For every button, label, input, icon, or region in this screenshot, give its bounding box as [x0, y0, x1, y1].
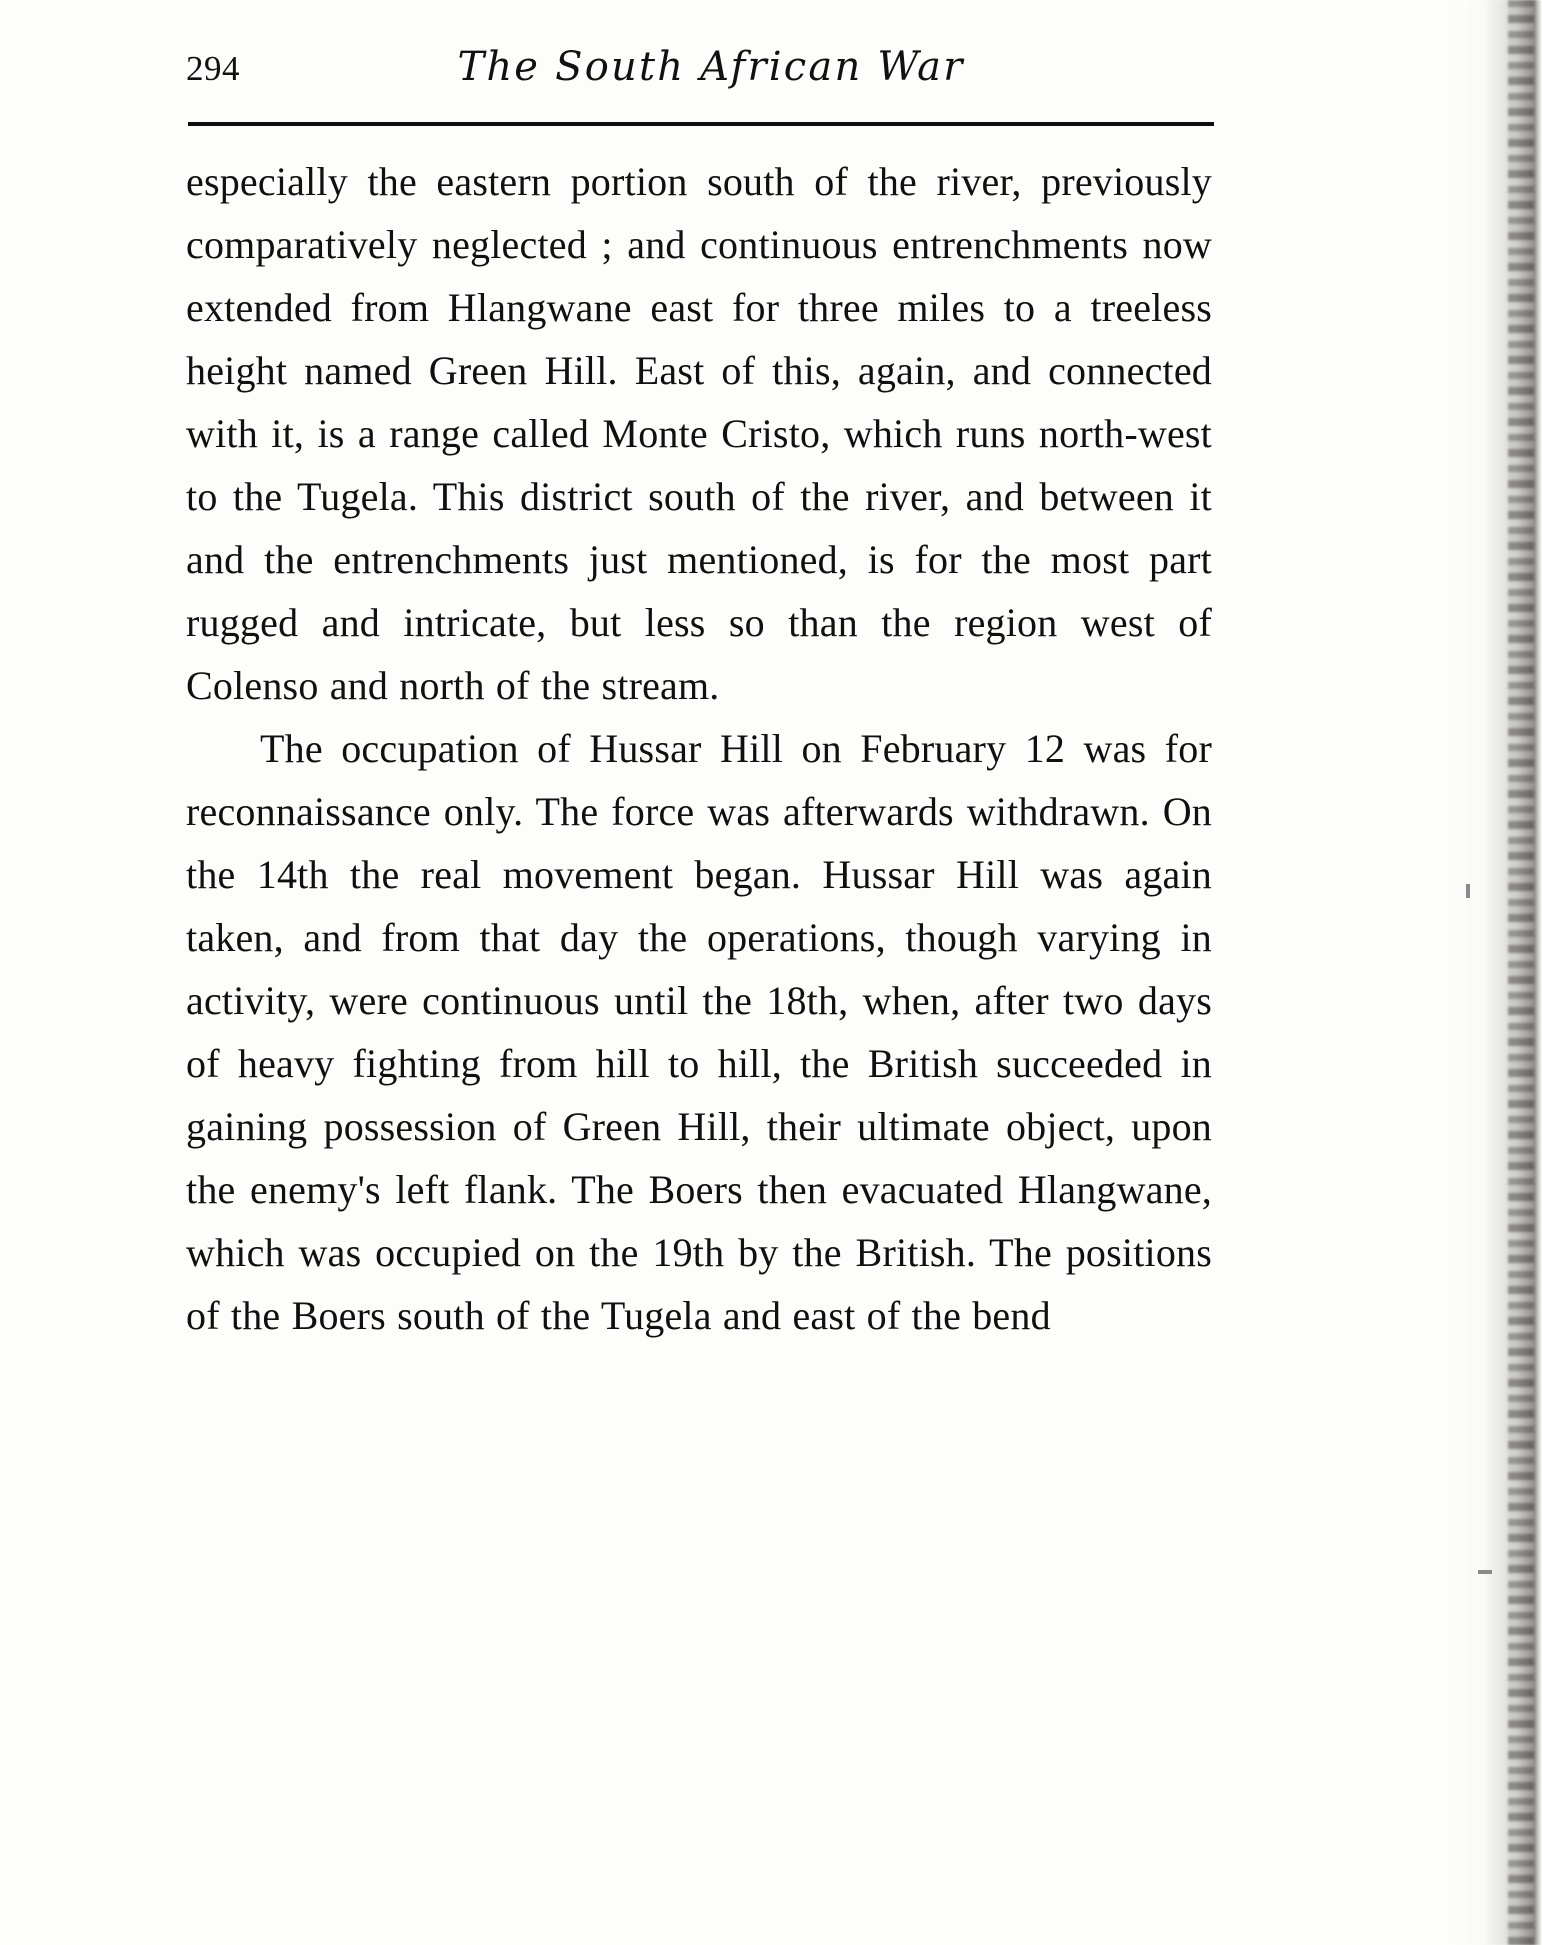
header-rule — [188, 122, 1214, 126]
scan-speck — [1478, 1570, 1492, 1574]
page-content — [186, 44, 1216, 1347]
scan-shadow-edge — [1452, 0, 1542, 1945]
scan-binding-texture — [1508, 0, 1534, 1945]
running-head — [186, 44, 1216, 118]
paragraph-1: especially the eastern portion south of the river, previously comparatively neglected ; and continuous entrenchments now extended from Hlangwane east for three miles to a treeless height named Green Hill. East of this, again, and connected with it, is a range called Monte Cristo, which runs north-west to the Tugela. This district south of the river, and between it and the entrenchments just mentioned, is for the most part rugged and intricate, but less so than the region west of Colenso and north of the stream. — [186, 159, 1212, 708]
body-text — [186, 150, 1212, 1347]
page-number: 294 — [186, 49, 240, 88]
running-title: The South African War — [457, 44, 965, 90]
paragraph-2: The occupation of Hussar Hill on February 12 was for reconnaissance only. The force was afterwards withdrawn. On the 14th the real movement began. Hussar Hill was again taken, and from that day the operations, though varying in activity, were continuous until the 18th, when, after two days of heavy fighting from hill to hill, the British succeeded in gaining possession of Green Hill, their ultimate object, upon the enemy's left flank. The Boers then evacuated Hlangwane, which was occupied on the 19th by the British. The positions of the Boers south of the Tugela and east of the bend — [186, 726, 1212, 1338]
scan-speck — [1466, 884, 1470, 898]
